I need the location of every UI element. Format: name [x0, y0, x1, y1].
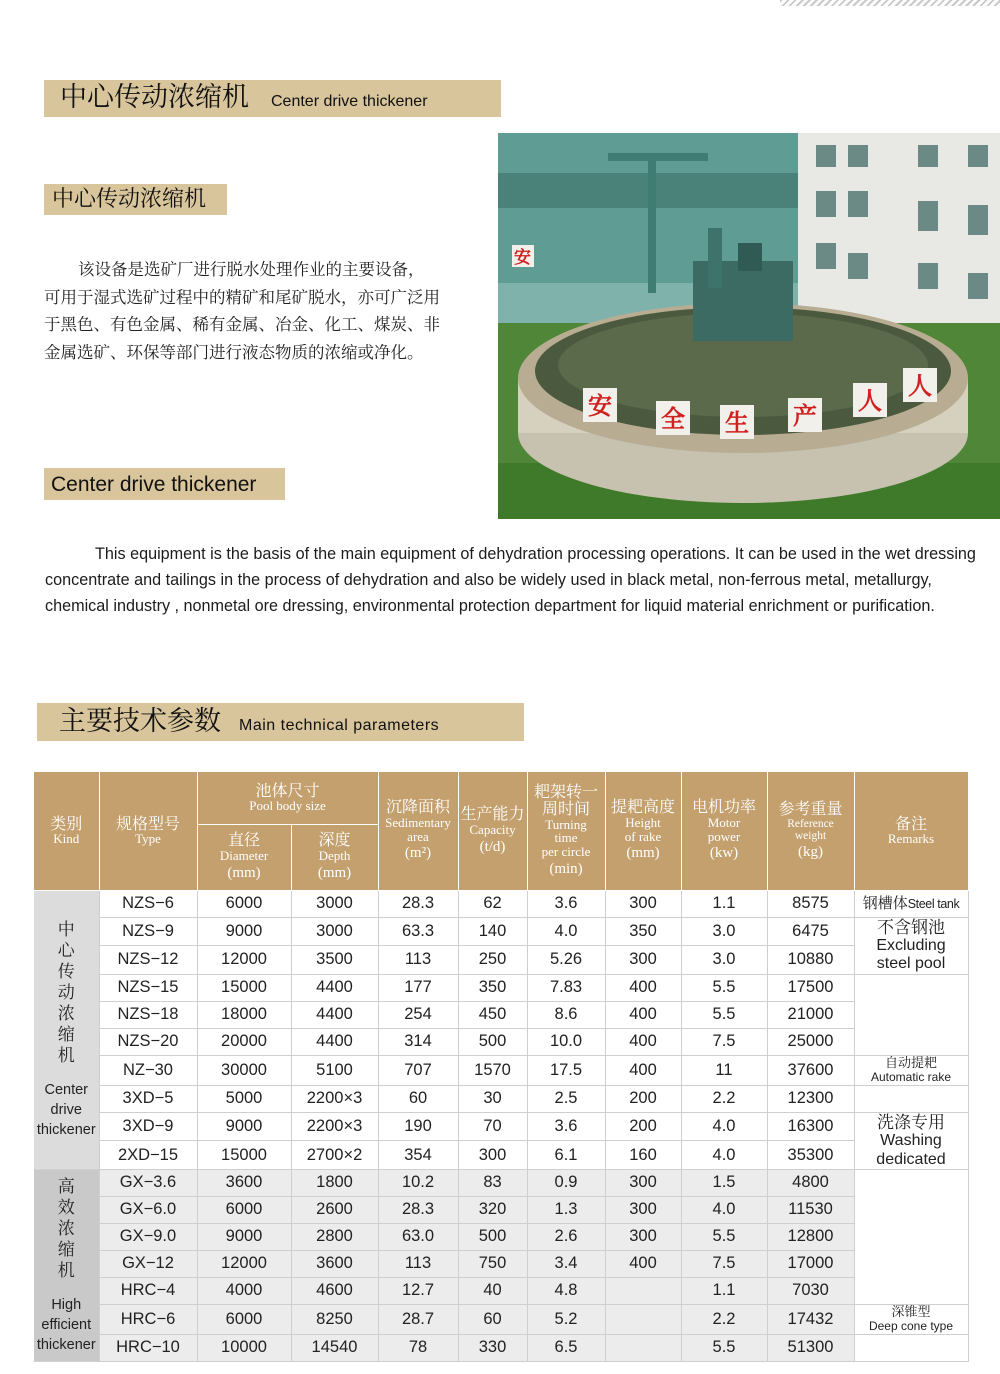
cell-type: 2XD−15: [99, 1141, 197, 1170]
table-row: [34, 1169, 968, 1196]
cell-remarks: [854, 1055, 968, 1085]
kind-zh-char: 缩: [57, 1239, 75, 1259]
cell-type: HRC−10: [99, 1334, 197, 1361]
kind-en-line: High: [51, 1296, 82, 1313]
cell-value: 350: [458, 974, 527, 1001]
kind-zh-char: 传: [57, 962, 75, 982]
cell-value: 5.26: [527, 946, 605, 975]
header-diameter: 直径 Diameter (mm): [197, 824, 291, 890]
cell-value: 3600: [291, 1250, 378, 1277]
cell-value: 15000: [197, 974, 291, 1001]
cell-value: 30000: [197, 1055, 291, 1085]
cell-value: 4.0: [681, 1112, 767, 1141]
top-stripe-decoration: [780, 0, 1000, 6]
header-depth: 深度 Depth (mm): [291, 824, 378, 890]
cell-value: 113: [378, 1250, 458, 1277]
kind-zh-char: 效: [57, 1197, 75, 1217]
cell-value: 300: [605, 890, 681, 917]
cell-value: 10880: [767, 946, 854, 975]
cell-value: 300: [458, 1141, 527, 1170]
cell-value: 500: [458, 1028, 527, 1055]
kind-en-line: drive: [50, 1102, 82, 1119]
cell-value: 250: [458, 946, 527, 975]
cell-value: 4400: [291, 1001, 378, 1028]
cell-value: 330: [458, 1334, 527, 1361]
parameters-title-bar: [37, 703, 524, 741]
cell-value: 2.6: [527, 1223, 605, 1250]
cell-value: 500: [458, 1223, 527, 1250]
sign-char-left: 安: [514, 248, 531, 268]
cell-value: 25000: [767, 1028, 854, 1055]
cell-value: 40: [458, 1277, 527, 1304]
cell-value: 300: [605, 1196, 681, 1223]
cell-value: 300: [605, 1169, 681, 1196]
cell-value: 15000: [197, 1141, 291, 1170]
cell-value: 3.6: [527, 1112, 605, 1141]
cell-value: 400: [605, 1055, 681, 1085]
cell-value: 450: [458, 1001, 527, 1028]
cell-value: 3.4: [527, 1250, 605, 1277]
cell-value: [605, 1277, 681, 1304]
cell-value: 3600: [197, 1169, 291, 1196]
cell-value: 314: [378, 1028, 458, 1055]
cell-type: NZS−12: [99, 946, 197, 975]
kind-en-line: thickener: [36, 1122, 96, 1139]
cell-value: 60: [458, 1304, 527, 1334]
cell-value: 12000: [197, 1250, 291, 1277]
cell-remarks: [854, 890, 968, 917]
cell-value: 7.83: [527, 974, 605, 1001]
cell-value: 4.0: [527, 917, 605, 946]
section-title-en-bar: [44, 468, 285, 500]
cell-value: 400: [605, 1250, 681, 1277]
cell-value: 2700×2: [291, 1141, 378, 1170]
cell-value: 28.3: [378, 1196, 458, 1223]
remarks-zh: 不含钢池: [877, 917, 945, 937]
remarks-zh: 钢槽体: [862, 894, 908, 912]
cell-value: 2800: [291, 1223, 378, 1250]
cell-value: 2.2: [681, 1304, 767, 1334]
remarks-en2: steel pool: [876, 955, 946, 973]
cell-value: 3.0: [681, 917, 767, 946]
cell-value: 6.5: [527, 1334, 605, 1361]
cell-value: 14540: [291, 1334, 378, 1361]
cell-value: 350: [605, 917, 681, 946]
cell-value: 17000: [767, 1250, 854, 1277]
cell-value: 12.7: [378, 1277, 458, 1304]
cell-value: 70: [458, 1112, 527, 1141]
table-row: [34, 1085, 968, 1112]
cell-value: 707: [378, 1055, 458, 1085]
remarks-en2: dedicated: [876, 1150, 946, 1168]
cell-value: 4.0: [681, 1141, 767, 1170]
parameters-table: [34, 772, 969, 1362]
page-title-en: Center drive thickener: [271, 93, 428, 110]
cell-type: NZS−15: [99, 974, 197, 1001]
cell-value: 63.0: [378, 1223, 458, 1250]
cell-type: GX−9.0: [99, 1223, 197, 1250]
cell-value: 190: [378, 1112, 458, 1141]
cell-type: GX−12: [99, 1250, 197, 1277]
cell-value: 17432: [767, 1304, 854, 1334]
page-title-zh: 中心传动浓缩机: [60, 82, 249, 113]
cell-value: 16300: [767, 1112, 854, 1141]
table-row: [34, 1334, 968, 1361]
cell-remarks: [854, 1169, 968, 1304]
cell-remarks: [854, 1112, 968, 1169]
kind-zh-char: 心: [57, 941, 75, 961]
cell-value: 51300: [767, 1334, 854, 1361]
cell-value: 2600: [291, 1196, 378, 1223]
cell-value: 3.0: [681, 946, 767, 975]
thickener-photo-illustration: [498, 133, 1000, 519]
cell-value: 254: [378, 1001, 458, 1028]
remarks-zh: 深锥型: [891, 1304, 931, 1319]
cell-value: 9000: [197, 917, 291, 946]
cell-value: 5.5: [681, 1223, 767, 1250]
header-type: 规格型号 Type: [99, 772, 197, 890]
cell-value: 5.5: [681, 1334, 767, 1361]
table-row: [34, 890, 968, 917]
kind-zh-char: 机: [57, 1260, 75, 1280]
cell-value: 17.5: [527, 1055, 605, 1085]
cell-value: [605, 1334, 681, 1361]
cell-value: 5.2: [527, 1304, 605, 1334]
header-pool-size: 池体尺寸 Pool body size: [197, 772, 378, 824]
table-row: [34, 1028, 968, 1055]
section-title-zh: 中心传动浓缩机: [52, 187, 207, 212]
header-motor-power: 电机功率 Motor power (kw): [681, 772, 767, 890]
kind-zh-char: 动: [57, 983, 75, 1003]
cell-type: HRC−4: [99, 1277, 197, 1304]
cell-value: 62: [458, 890, 527, 917]
cell-value: 4600: [291, 1277, 378, 1304]
cell-value: 6000: [197, 1304, 291, 1334]
cell-value: 3.6: [527, 890, 605, 917]
cell-type: NZ−30: [99, 1055, 197, 1085]
cell-value: 18000: [197, 1001, 291, 1028]
cell-value: 1570: [458, 1055, 527, 1085]
cell-value: 10.2: [378, 1169, 458, 1196]
kind-zh-char: 浓: [57, 1004, 75, 1024]
cell-value: 17500: [767, 974, 854, 1001]
cell-value: 6475: [767, 917, 854, 946]
cell-remarks: [854, 917, 968, 974]
remarks-en: Deep cone type: [868, 1318, 954, 1333]
sign-char: 生: [725, 409, 749, 437]
cell-value: 4800: [767, 1169, 854, 1196]
cell-value: 200: [605, 1112, 681, 1141]
cell-value: 400: [605, 1028, 681, 1055]
description-en: This equipment is the basis of the main equipment of dehydration processing operations. It can be used in the wet dressing concentrate and tailings in the process of dehydration and also be widely used in black metal, non-ferrous metal, metallurgy, chemical industry , nonmetal ore dressing, environmental protection department for liquid material enrichment or purification.: [45, 545, 976, 615]
cell-value: 750: [458, 1250, 527, 1277]
table-row: [34, 917, 968, 946]
cell-value: 160: [605, 1141, 681, 1170]
cell-type: 3XD−9: [99, 1112, 197, 1141]
sign-char: 人: [908, 372, 932, 400]
cell-value: 1.5: [681, 1169, 767, 1196]
table-row: [34, 1141, 968, 1170]
table-row: [34, 1250, 968, 1277]
cell-value: 60: [378, 1085, 458, 1112]
cell-value: 28.7: [378, 1304, 458, 1334]
cell-value: 354: [378, 1141, 458, 1170]
cell-value: 37600: [767, 1055, 854, 1085]
cell-value: 8.6: [527, 1001, 605, 1028]
table-row: [34, 1304, 968, 1334]
header-area: 沉降面积 Sedimentary area (m²): [378, 772, 458, 890]
remarks-zh: 洗涤专用: [877, 1112, 945, 1132]
kind-center-drive: [34, 890, 99, 1169]
cell-value: 5.5: [681, 1001, 767, 1028]
parameters-title-zh: 主要技术参数: [59, 706, 221, 737]
cell-value: 9000: [197, 1223, 291, 1250]
cell-value: 12800: [767, 1223, 854, 1250]
cell-value: 5100: [291, 1055, 378, 1085]
header-kind: 类别 Kind: [34, 772, 99, 890]
cell-value: 6000: [197, 1196, 291, 1223]
cell-value: 2.5: [527, 1085, 605, 1112]
cell-value: 28.3: [378, 890, 458, 917]
cell-value: 2200×3: [291, 1085, 378, 1112]
header-remarks: 备注 Remarks: [854, 772, 968, 890]
remarks-en: Steel tank: [907, 896, 960, 911]
cell-value: 0.9: [527, 1169, 605, 1196]
cell-type: HRC−6: [99, 1304, 197, 1334]
cell-value: 7.5: [681, 1028, 767, 1055]
sign-char: 全: [661, 405, 685, 433]
cell-value: 7.5: [681, 1250, 767, 1277]
cell-type: NZS−18: [99, 1001, 197, 1028]
cell-value: 1.1: [681, 1277, 767, 1304]
cell-value: [605, 1304, 681, 1334]
cell-value: 6.1: [527, 1141, 605, 1170]
cell-value: 1.1: [681, 890, 767, 917]
cell-value: 83: [458, 1169, 527, 1196]
cell-remarks: [854, 1334, 968, 1361]
cell-type: NZS−20: [99, 1028, 197, 1055]
cell-value: 1.3: [527, 1196, 605, 1223]
cell-value: 12000: [197, 946, 291, 975]
kind-zh-char: 缩: [57, 1025, 75, 1045]
cell-type: GX−3.6: [99, 1169, 197, 1196]
header-turning-time: 耙架转一 周时间 Turning time per circle (min): [527, 772, 605, 890]
table-row: [34, 974, 968, 1001]
kind-zh-char: 中: [57, 920, 75, 940]
section-title-zh-bar: [44, 184, 227, 215]
page-title-bar: [44, 80, 501, 117]
kind-en-line: efficient: [41, 1316, 92, 1333]
table-row: [34, 1277, 968, 1304]
description-zh: 该设备是选矿厂进行脱水处理作业的主要设备，可用于湿式选矿过程中的精矿和尾矿脱水，亦可广泛用于黑色、有色金属、稀有金属、冶金、化工、煤炭、非金属选矿、环保等部门进行液态物质的浓缩或净化。: [44, 260, 440, 362]
table-row: [34, 1223, 968, 1250]
cell-value: 400: [605, 1001, 681, 1028]
remarks-en1: Excluding: [876, 937, 946, 955]
table-row: [34, 1112, 968, 1141]
cell-remarks: [854, 974, 968, 1055]
cell-value: 20000: [197, 1028, 291, 1055]
cell-value: 7030: [767, 1277, 854, 1304]
kind-en-line: Center: [44, 1082, 89, 1099]
sign-char: 安: [588, 392, 612, 420]
cell-value: 78: [378, 1334, 458, 1361]
cell-value: 5000: [197, 1085, 291, 1112]
cell-value: 300: [605, 946, 681, 975]
cell-value: 6000: [197, 890, 291, 917]
cell-value: 8250: [291, 1304, 378, 1334]
parameters-title-en: Main technical parameters: [239, 717, 440, 734]
cell-value: 4.8: [527, 1277, 605, 1304]
sign-char: 产: [793, 402, 817, 430]
cell-type: GX−6.0: [99, 1196, 197, 1223]
cell-value: 5.5: [681, 974, 767, 1001]
cell-value: 400: [605, 974, 681, 1001]
table-row: [34, 1001, 968, 1028]
thickener-photo: [498, 133, 1000, 519]
cell-value: 9000: [197, 1112, 291, 1141]
cell-value: 35300: [767, 1141, 854, 1170]
cell-value: 4.0: [681, 1196, 767, 1223]
cell-value: 4400: [291, 1028, 378, 1055]
table-row: [34, 1196, 968, 1223]
cell-value: 3000: [291, 917, 378, 946]
header-rake-height: 提耙高度 Height of rake (mm): [605, 772, 681, 890]
cell-value: 3000: [291, 890, 378, 917]
cell-value: 140: [458, 917, 527, 946]
table-row: [34, 946, 968, 975]
kind-zh-char: 高: [57, 1176, 75, 1196]
section-title-en: Center drive thickener: [51, 473, 257, 496]
cell-value: 177: [378, 974, 458, 1001]
cell-remarks: [854, 1085, 968, 1112]
cell-value: 11530: [767, 1196, 854, 1223]
cell-value: 63.3: [378, 917, 458, 946]
remarks-zh: 自动提耙: [884, 1055, 937, 1070]
cell-value: 11: [681, 1055, 767, 1085]
cell-value: 2.2: [681, 1085, 767, 1112]
cell-value: 300: [605, 1223, 681, 1250]
cell-value: 113: [378, 946, 458, 975]
header-capacity: 生产能力 Capacity (t/d): [458, 772, 527, 890]
cell-remarks: [854, 1304, 968, 1334]
sign-char: 人: [858, 387, 882, 415]
cell-type: 3XD−5: [99, 1085, 197, 1112]
cell-value: 320: [458, 1196, 527, 1223]
table-row: [34, 1055, 968, 1085]
cell-value: 12300: [767, 1085, 854, 1112]
kind-zh-char: 机: [57, 1046, 75, 1066]
cell-value: 30: [458, 1085, 527, 1112]
cell-value: 2200×3: [291, 1112, 378, 1141]
kind-zh-char: 浓: [57, 1218, 75, 1238]
header-weight: 参考重量 Reference weight (kg): [767, 772, 854, 890]
cell-value: 4000: [197, 1277, 291, 1304]
kind-high-efficient: [34, 1169, 99, 1361]
remarks-en: Automatic rake: [870, 1069, 952, 1084]
cell-value: 10.0: [527, 1028, 605, 1055]
cell-value: 1800: [291, 1169, 378, 1196]
kind-en-line: thickener: [36, 1336, 96, 1353]
remarks-en1: Washing: [880, 1132, 942, 1150]
cell-value: 4400: [291, 974, 378, 1001]
cell-value: 8575: [767, 890, 854, 917]
cell-type: NZS−9: [99, 917, 197, 946]
cell-value: 3500: [291, 946, 378, 975]
cell-value: 10000: [197, 1334, 291, 1361]
cell-type: NZS−6: [99, 890, 197, 917]
cell-value: 21000: [767, 1001, 854, 1028]
cell-value: 200: [605, 1085, 681, 1112]
